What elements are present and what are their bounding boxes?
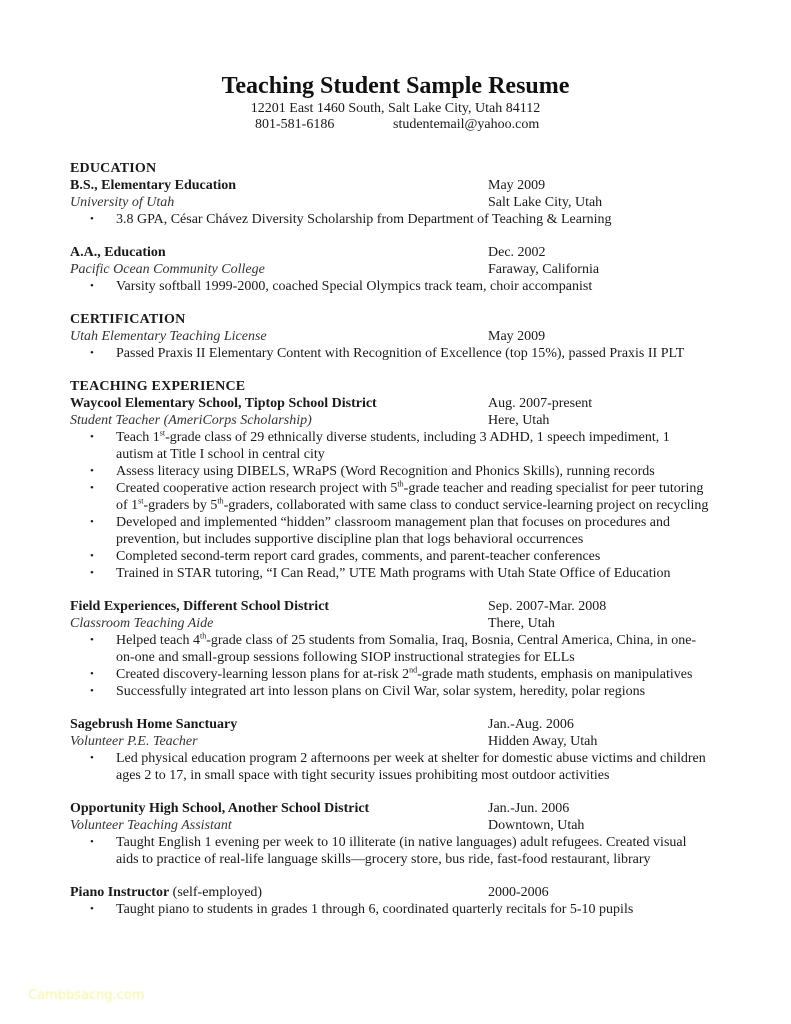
list-item: • Helped teach 4th-grade class of 25 students from Somalia, Iraq, Bosnia, Central America, China, in one- on-one and small-group sessions following SIOP instructional strategies for ELLs <box>90 631 697 665</box>
date: May 2009 <box>488 329 546 344</box>
bullet-icon: • <box>90 903 94 915</box>
bullet-icon: • <box>90 347 94 359</box>
role-row <box>70 412 730 429</box>
bullet-icon: • <box>90 685 94 697</box>
organization: Opportunity High School, Another School District <box>70 801 370 816</box>
date: Sep. 2007-Mar. 2008 <box>488 599 607 614</box>
contact-line <box>0 117 791 134</box>
bullet-icon: • <box>90 465 94 477</box>
list-item: • Varsity softball 1999-2000, coached Special Olympics track team, choir accompanist <box>90 279 593 294</box>
list-item: • 3.8 GPA, César Chávez Diversity Scholarship from Department of Teaching & Learning <box>90 212 612 227</box>
date: Jan.-Jun. 2006 <box>488 801 570 816</box>
organization: Field Experiences, Different School District <box>70 599 330 614</box>
license: Utah Elementary Teaching License <box>70 329 267 344</box>
location: Faraway, California <box>488 262 600 277</box>
location: Here, Utah <box>488 413 550 428</box>
date: Aug. 2007-present <box>488 396 593 411</box>
location: Hidden Away, Utah <box>488 734 598 749</box>
location: There, Utah <box>488 616 555 631</box>
bullet-icon: • <box>90 280 94 292</box>
list-item: • Created discovery-learning lesson plans for at-risk 2nd-grade math students, emphasis on manipulatives <box>90 665 693 682</box>
list-item: • Passed Praxis II Elementary Content with Recognition of Excellence (top 15%), passed Praxis II PLT <box>90 346 685 361</box>
date: Jan.-Aug. 2006 <box>488 717 574 732</box>
school: Pacific Ocean Community College <box>70 262 265 277</box>
job-row <box>70 395 730 412</box>
bullet-list <box>70 750 730 784</box>
role: Classroom Teaching Aide <box>70 616 214 631</box>
list-item: • Assess literacy using DIBELS, WRaPS (Word Recognition and Phonics Skills), running records <box>90 464 655 479</box>
bullet-list <box>70 345 730 362</box>
list-item: • Successfully integrated art into lesson plans on Civil War, solar system, heredity, polar regions <box>90 684 646 699</box>
job-row <box>70 800 730 817</box>
degree: A.A., Education <box>70 245 166 260</box>
role: Volunteer Teaching Assistant <box>70 818 232 833</box>
bullet-list <box>70 834 730 868</box>
certification-section <box>70 311 730 362</box>
section-heading: CERTIFICATION <box>70 312 186 327</box>
phone: 801-581-6186 <box>255 117 335 132</box>
bullet-icon: • <box>90 634 94 646</box>
degree-row <box>70 244 730 261</box>
school-row <box>70 261 730 278</box>
bullet-list <box>70 632 730 700</box>
bullet-list <box>70 278 730 295</box>
list-item: • Created cooperative action research project with 5th-grade teacher and reading specialist for peer tutoring of 1st-graders by 5th-graders, collaborated with same class to conduct service-learning project on recycling <box>90 479 709 513</box>
list-item: • Led physical education program 2 afternoons per week at shelter for domestic abuse victims and children ages 2 to 17, in small space with tight security issues prohibiting most outdoor activities <box>90 751 706 783</box>
organization: Piano Instructor <box>70 885 170 900</box>
job-row <box>70 716 730 733</box>
bullet-list <box>70 429 730 582</box>
bullet-icon: • <box>90 431 94 443</box>
bullet-icon: • <box>90 213 94 225</box>
list-item: • Taught piano to students in grades 1 through 6, coordinated quarterly recitals for 5-10 pupils <box>90 902 634 917</box>
role-row <box>70 615 730 632</box>
bullet-icon: • <box>90 668 94 680</box>
date: Dec. 2002 <box>488 245 546 260</box>
bullet-list <box>70 901 730 918</box>
bullet-icon: • <box>90 752 94 764</box>
organization-suffix: (self-employed) <box>169 885 263 900</box>
section-heading: EDUCATION <box>70 161 157 176</box>
section-heading: TEACHING EXPERIENCE <box>70 379 246 394</box>
bullet-icon: • <box>90 482 94 494</box>
resume-header <box>0 72 791 134</box>
role-row <box>70 733 730 750</box>
role-row <box>70 817 730 834</box>
organization: Waycool Elementary School, Tiptop School District <box>70 396 377 411</box>
degree: B.S., Elementary Education <box>70 178 237 193</box>
school-row <box>70 194 730 211</box>
location: Salt Lake City, Utah <box>488 195 603 210</box>
license-row <box>70 328 730 345</box>
email: studentemail@yahoo.com <box>393 117 540 132</box>
location: Downtown, Utah <box>488 818 585 833</box>
bullet-icon: • <box>90 567 94 579</box>
job-row <box>70 598 730 615</box>
bullet-icon: • <box>90 550 94 562</box>
education-section <box>70 160 730 295</box>
date: 2000-2006 <box>488 885 549 900</box>
list-item: • Trained in STAR tutoring, “I Can Read,” UTE Math programs with Utah State Office of Education <box>90 566 671 581</box>
bullet-icon: • <box>90 836 94 848</box>
role: Volunteer P.E. Teacher <box>70 734 198 749</box>
role: Student Teacher (AmeriCorps Scholarship) <box>70 413 312 428</box>
bullet-list <box>70 211 730 228</box>
list-item: • Completed second-term report card grades, comments, and parent-teacher conferences <box>90 549 601 564</box>
bullet-icon: • <box>90 516 94 528</box>
list-item: • Developed and implemented “hidden” classroom management plan that focuses on procedures and prevention, but includes supportive discipline plan that logs behavioral occurrences <box>90 515 670 547</box>
experience-section <box>70 378 730 918</box>
job-row <box>70 884 730 901</box>
list-item: • Taught English 1 evening per week to 10 illiterate (in native languages) adult refugees. Created visual aids to practice of real-life language skills—grocery store, bus ride, fast-food restaurant, library <box>90 835 687 867</box>
date: May 2009 <box>488 178 546 193</box>
list-item: • Teach 1st-grade class of 29 ethnically diverse students, including 3 ADHD, 1 speech impediment, 1 autism at Title I school in central city <box>90 428 670 462</box>
watermark: Cambbsacng.com <box>28 988 145 1003</box>
resume-body <box>70 160 730 918</box>
degree-row <box>70 177 730 194</box>
organization: Sagebrush Home Sanctuary <box>70 717 238 732</box>
address: 12201 East 1460 South, Salt Lake City, Utah 84112 <box>250 101 541 116</box>
resume-title: Teaching Student Sample Resume <box>221 73 570 99</box>
school: University of Utah <box>70 195 175 210</box>
organization-line <box>70 884 262 901</box>
